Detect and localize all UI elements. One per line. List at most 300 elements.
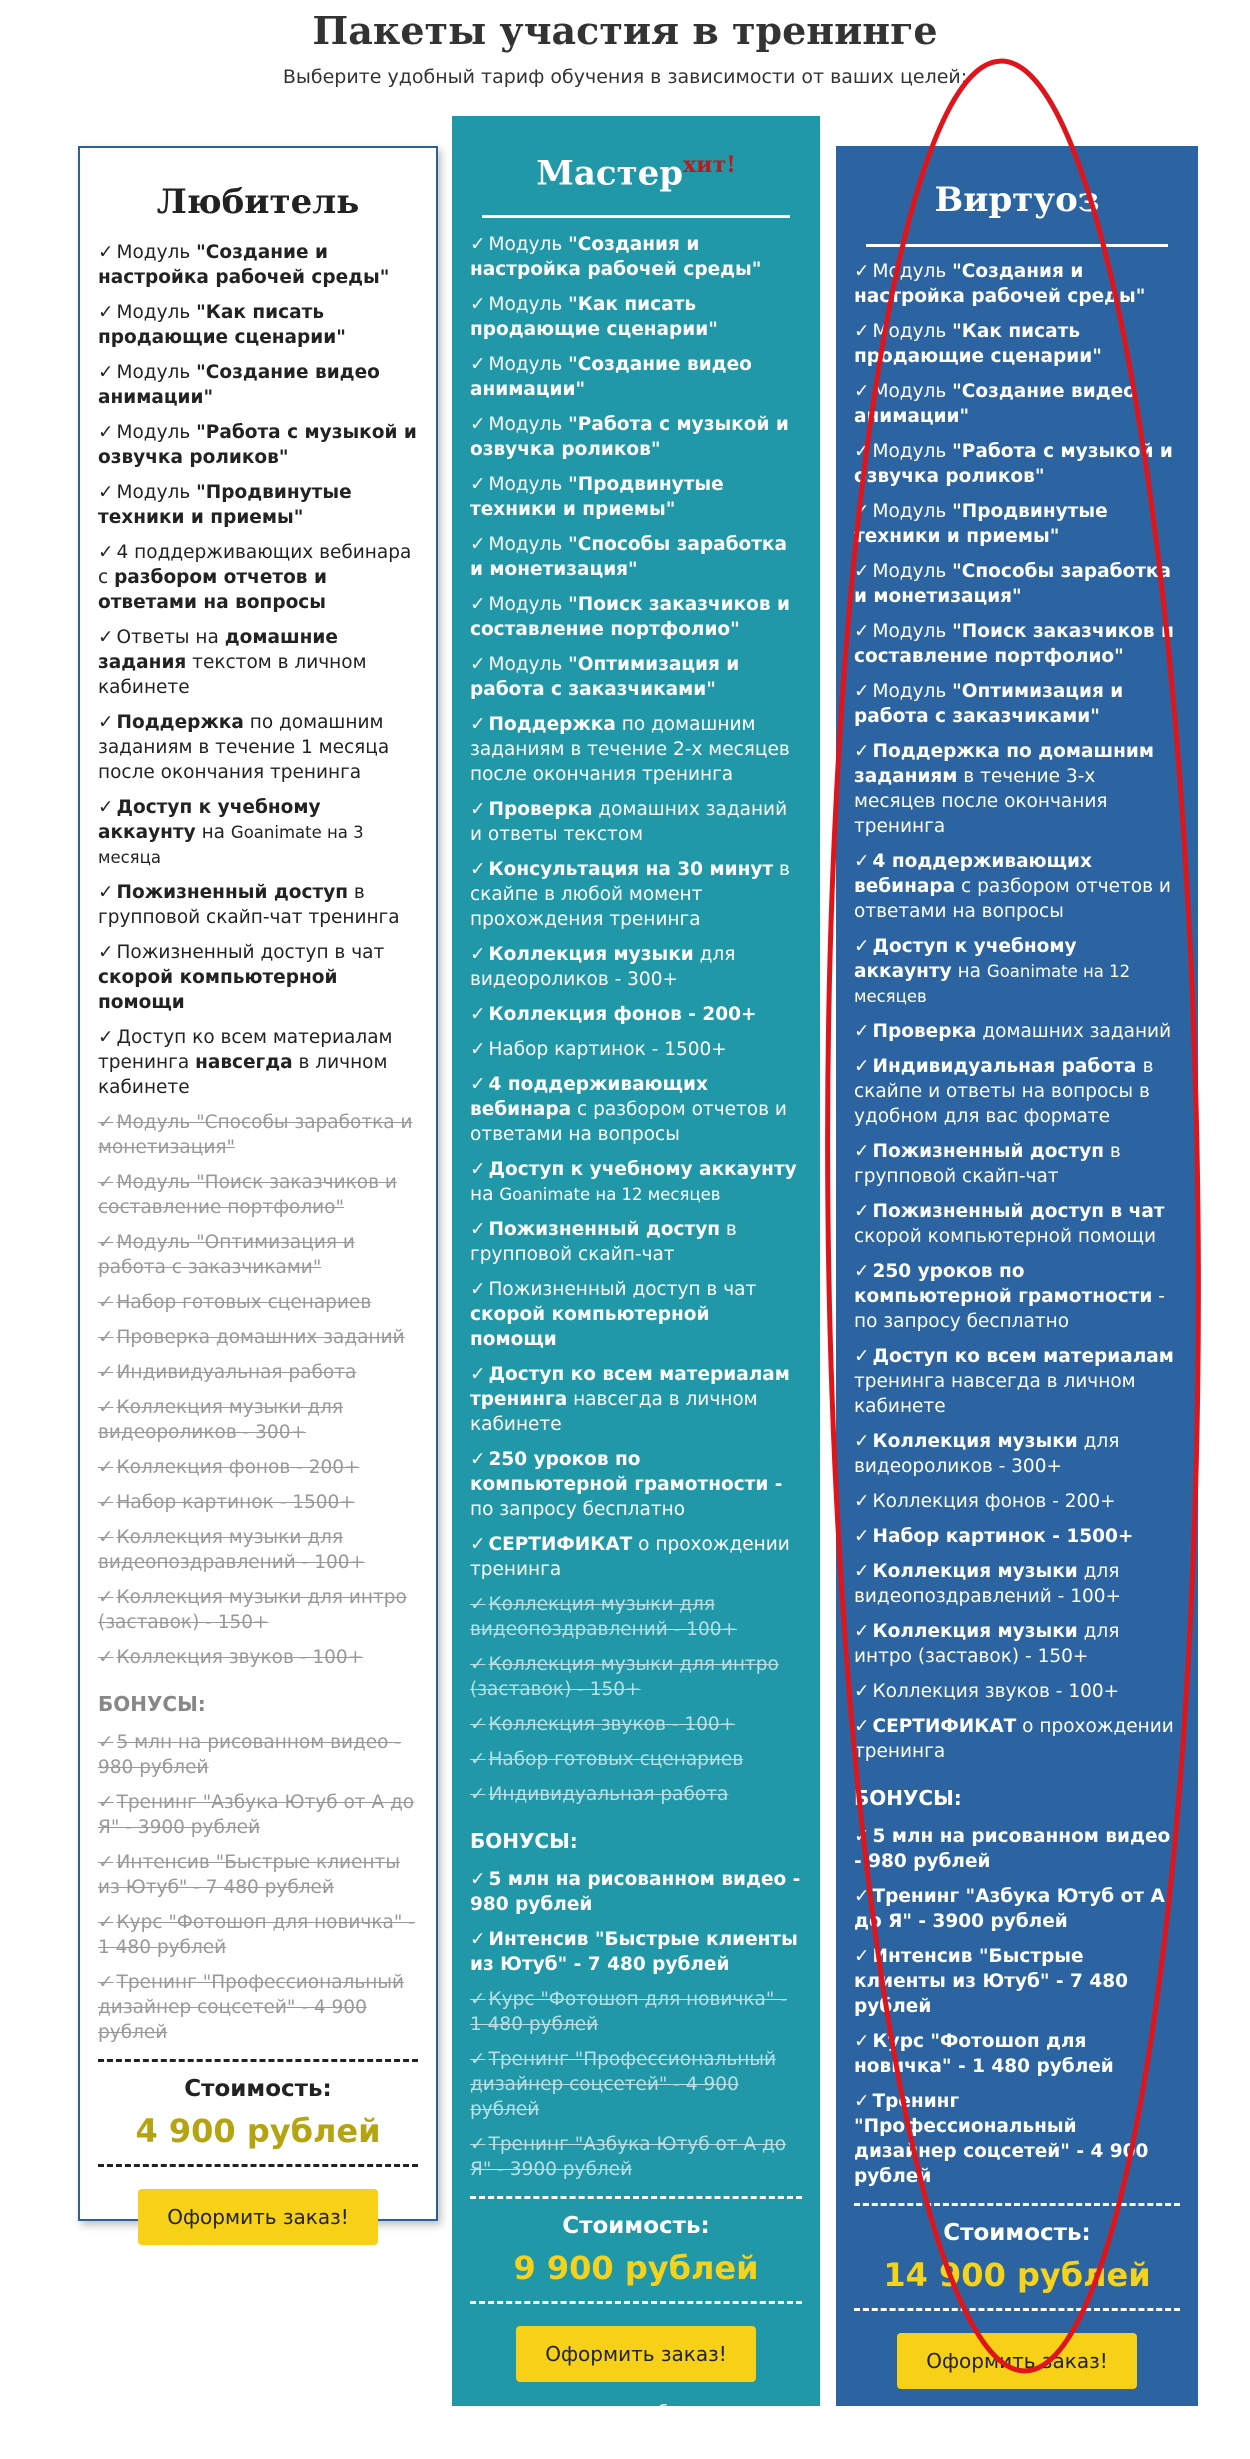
check-icon: ✓ — [470, 654, 486, 676]
feature-item — [98, 625, 418, 700]
check-icon: ✓ — [854, 1946, 870, 1967]
feature-bold-text: Индивидуальная работа — [872, 1056, 1143, 1077]
order-button-amateur[interactable]: Оформить заказ! — [138, 2189, 378, 2245]
feature-text: Модуль — [872, 441, 953, 462]
feature-bold-text: скорой компьютерной помощи — [98, 967, 338, 1013]
feature-item — [98, 1585, 418, 1635]
feature-text: Тренинг "Азбука Ютуб от А до Я" - 3900 рублей — [98, 1792, 415, 1838]
bonus-list — [98, 1730, 418, 2045]
check-icon: ✓ — [470, 1364, 486, 1386]
feature-item — [470, 1002, 802, 1027]
bonus-note-line: на 8 460 рублей! — [555, 2428, 717, 2450]
dashed-divider — [98, 2059, 418, 2062]
check-icon: ✓ — [98, 1792, 114, 1813]
feature-text: Коллекция звуков - 100+ — [488, 1714, 736, 1736]
feature-bold-text: "Создание видео анимации" — [98, 362, 380, 408]
plan-title-text: Мастер — [536, 153, 684, 194]
feature-item — [470, 592, 802, 642]
feature-bold-text: Тренинг "Азбука Ютуб от А до Я" - 3900 рублей — [854, 1886, 1165, 1932]
feature-bold-text: Доступ ко всем материалам — [872, 1346, 1174, 1367]
feature-bold-text: Проверка — [488, 799, 593, 821]
feature-item — [98, 1455, 418, 1480]
feature-text: Модуль — [872, 501, 953, 522]
feature-bold-text: Набор картинок - 1500+ — [872, 1526, 1134, 1547]
check-icon: ✓ — [854, 1056, 870, 1077]
feature-text: Модуль — [488, 234, 569, 256]
feature-item — [854, 499, 1180, 549]
check-icon: ✓ — [854, 321, 870, 342]
feature-item — [854, 1259, 1180, 1334]
feature-item — [854, 1489, 1180, 1514]
feature-bold-text: скорой компьютерной помощи — [470, 1304, 710, 1351]
feature-text: Тренинг "Профессиональный дизайнер соцсетей" - 4 900 рублей — [98, 1972, 405, 2043]
feature-item — [98, 300, 418, 350]
feature-text: Проверка домашних заданий — [116, 1327, 405, 1348]
feature-small-text: Goanimate на 12 месяцев — [499, 1185, 721, 1205]
feature-text: Модуль — [116, 242, 197, 263]
feature-text: Ответы на — [116, 627, 225, 648]
check-icon: ✓ — [98, 1362, 114, 1383]
feature-item — [470, 942, 802, 992]
feature-text: Коллекция звуков - 100+ — [116, 1647, 364, 1668]
feature-text: Тренинг "Профессиональный дизайнер соцсетей" - 4 900 рублей — [470, 2049, 777, 2121]
feature-item — [854, 1019, 1180, 1044]
feature-bold-text: "Создание видео анимации" — [854, 381, 1136, 427]
feature-text: Модуль — [872, 321, 953, 342]
feature-text: по домашним заданиям в течение 1 месяца после окончания тренинга — [98, 712, 390, 783]
bonus-note-line: на 18 740 рублей! — [931, 2435, 1103, 2456]
feature-item — [98, 420, 418, 470]
feature-text: Пожизненный доступ в чат — [116, 942, 385, 963]
feature-item — [470, 472, 802, 522]
check-icon: ✓ — [470, 414, 486, 436]
check-icon: ✓ — [854, 1201, 870, 1222]
check-icon: ✓ — [854, 561, 870, 582]
page-subtitle: Выберите удобный тариф обучения в зависимости от ваших целей: — [282, 66, 968, 88]
check-icon: ✓ — [98, 882, 114, 903]
feature-bold-text: 5 млн на рисованном видео - 980 рублей — [470, 1869, 801, 1916]
feature-item — [470, 1072, 802, 1147]
bonus-item — [98, 1970, 418, 2045]
check-icon: ✓ — [854, 851, 870, 872]
feature-list — [98, 240, 418, 1670]
feature-text: Набор готовых сценариев — [116, 1292, 372, 1313]
feature-item — [470, 292, 802, 342]
bonus-item — [470, 1867, 802, 1917]
feature-bold-text: "Работа с музыкой и озвучка роликов" — [98, 422, 417, 468]
bonus-note-line: и получить бонусы — [545, 2402, 727, 2424]
feature-text: Коллекция фонов - 200+ — [872, 1491, 1116, 1512]
feature-item — [854, 679, 1180, 729]
check-icon: ✓ — [470, 294, 486, 316]
feature-text: домашних заданий и ответы текстом — [470, 799, 788, 846]
feature-text: Коллекция музыки для интро (заставок) - 150+ — [98, 1587, 407, 1633]
dashed-divider — [98, 2164, 418, 2167]
feature-bold-text: "Создание видео анимации" — [470, 354, 752, 401]
feature-text: 4 поддерживающих вебинара с — [98, 542, 412, 588]
feature-text: Модуль "Оптимизация и работа с заказчиками" — [98, 1232, 355, 1278]
check-icon: ✓ — [854, 1346, 870, 1367]
bonus-heading: БОНУСЫ: — [98, 1692, 206, 1716]
feature-text: Модуль — [116, 362, 197, 383]
bonus-item — [854, 1884, 1180, 1934]
check-icon: ✓ — [470, 594, 486, 616]
check-icon: ✓ — [98, 1112, 114, 1133]
feature-bold-text: "Продвинутые техники и приемы" — [854, 501, 1108, 547]
feature-item — [98, 1360, 418, 1385]
check-icon: ✓ — [470, 354, 486, 376]
feature-text: для видеороликов - 300+ — [470, 944, 736, 991]
feature-item — [470, 1747, 802, 1772]
feature-text: Коллекция фонов - 200+ — [116, 1457, 360, 1478]
feature-item — [98, 795, 418, 870]
check-icon: ✓ — [98, 1647, 114, 1668]
feature-bold-text: Поддержка — [116, 712, 244, 733]
feature-bold-text: "Оптимизация и работа с заказчиками" — [854, 681, 1124, 727]
dashed-divider — [854, 2308, 1180, 2311]
feature-item — [854, 1139, 1180, 1189]
feature-text: Коллекция музыки для видеороликов - 300+ — [98, 1397, 343, 1443]
feature-item — [98, 360, 418, 410]
cost-label: Стоимость: — [562, 2213, 710, 2240]
check-icon: ✓ — [470, 1749, 486, 1771]
feature-bold-text: Консультация на 30 минут — [488, 859, 774, 881]
feature-bold-text: 4 поддерживающих вебинара — [470, 1074, 708, 1121]
feature-bold-text: Коллекция музыки — [872, 1431, 1078, 1452]
feature-bold-text: "Способы заработка и монетизация" — [470, 534, 787, 581]
bonus-list — [470, 1867, 802, 2182]
feature-bold-text: "Продвинутые техники и приемы" — [470, 474, 724, 521]
check-icon: ✓ — [854, 1561, 870, 1582]
feature-text: Модуль — [872, 561, 953, 582]
dashed-divider — [470, 2301, 802, 2304]
feature-bold-text: Курс "Фотошоп для новичка" - 1 480 рублей — [854, 2031, 1114, 2077]
feature-item — [470, 652, 802, 702]
feature-text: Модуль — [872, 681, 953, 702]
check-icon: ✓ — [470, 714, 486, 736]
feature-item — [470, 412, 802, 462]
feature-text: - по запросу бесплатно — [854, 1286, 1165, 1332]
feature-text: Индивидуальная работа — [488, 1784, 729, 1806]
check-icon: ✓ — [470, 1074, 486, 1096]
check-icon: ✓ — [470, 1449, 486, 1471]
feature-text: Коллекция музыки для видеопоздравлений - 100+ — [470, 1594, 738, 1641]
feature-text: скорой компьютерной помощи — [854, 1226, 1157, 1247]
check-icon: ✓ — [854, 681, 870, 702]
feature-bold-text: Поддержка — [488, 714, 616, 736]
bonus-note — [470, 2400, 802, 2452]
feature-text: о прохождении тренинга — [854, 1716, 1174, 1762]
plan-title-amateur: Любитель — [156, 182, 360, 222]
check-icon: ✓ — [470, 1004, 486, 1026]
check-icon: ✓ — [470, 944, 486, 966]
feature-item — [470, 1592, 802, 1642]
feature-bold-text: Пожизненный доступ — [872, 1141, 1105, 1162]
feature-bold-text: СЕРТИФИКАТ — [488, 1534, 633, 1556]
bonus-item — [98, 1790, 418, 1840]
feature-text: в групповой скайп-чат тренинга — [98, 882, 400, 928]
feature-bold-text: "Создание и настройка рабочей среды" — [98, 242, 390, 288]
feature-item — [98, 1525, 418, 1575]
feature-item — [854, 934, 1180, 1009]
check-icon: ✓ — [470, 1279, 486, 1301]
bonus-note — [854, 2407, 1180, 2459]
feature-text: Модуль — [116, 302, 197, 323]
feature-item — [470, 1157, 802, 1207]
feature-bold-text: "Как писать продающие сценарии" — [854, 321, 1102, 367]
feature-bold-text: Доступ ко всем материалам тренинга — [470, 1364, 790, 1411]
feature-bold-text: "Способы заработка и монетизация" — [854, 561, 1171, 607]
feature-text: Модуль — [488, 354, 569, 376]
feature-text: Модуль — [488, 654, 569, 676]
check-icon: ✓ — [470, 1594, 486, 1616]
feature-item — [470, 1447, 802, 1522]
check-icon: ✓ — [470, 1714, 486, 1736]
check-icon: ✓ — [854, 501, 870, 522]
check-icon: ✓ — [470, 534, 486, 556]
feature-bold-text: "Работа с музыкой и озвучка роликов" — [854, 441, 1173, 487]
feature-text: Модуль — [488, 534, 569, 556]
feature-item — [854, 1429, 1180, 1479]
feature-item — [470, 1037, 802, 1062]
feature-text: в личном кабинете — [98, 1052, 388, 1098]
feature-bold-text: "Как писать продающие сценарии" — [98, 302, 346, 348]
feature-item — [470, 1217, 802, 1267]
feature-item — [854, 439, 1180, 489]
feature-item — [854, 739, 1180, 839]
check-icon: ✓ — [470, 1654, 486, 1676]
feature-text: Модуль — [872, 261, 953, 282]
check-icon: ✓ — [470, 234, 486, 256]
feature-item — [854, 1714, 1180, 1764]
check-icon: ✓ — [854, 1526, 870, 1547]
feature-item — [470, 232, 802, 282]
check-icon: ✓ — [98, 1587, 114, 1608]
check-icon: ✓ — [98, 1852, 114, 1873]
feature-item — [470, 712, 802, 787]
check-icon: ✓ — [98, 1972, 114, 1993]
check-icon: ✓ — [854, 261, 870, 282]
check-icon: ✓ — [98, 422, 114, 443]
feature-item — [98, 880, 418, 930]
bonus-item — [470, 1927, 802, 1977]
check-icon: ✓ — [854, 2091, 870, 2112]
feature-bold-text: Коллекция музыки — [872, 1621, 1078, 1642]
feature-bold-text: Пожизненный доступ — [488, 1219, 721, 1241]
check-icon: ✓ — [854, 741, 870, 762]
feature-item — [470, 532, 802, 582]
feature-item — [854, 379, 1180, 429]
feature-item — [854, 319, 1180, 369]
feature-bold-text: Интенсив "Быстрые клиенты из Ютуб" - 7 480 рублей — [854, 1946, 1128, 2017]
check-icon: ✓ — [98, 242, 114, 263]
feature-item — [854, 259, 1180, 309]
feature-bold-text: навсегда — [195, 1052, 293, 1073]
feature-text: Модуль — [488, 294, 569, 316]
feature-small-text: Goanimate на 12 месяцев — [854, 962, 1131, 1006]
feature-bold-text: "Поиск заказчиков и составление портфолио" — [470, 594, 790, 641]
feature-text: Модуль — [116, 482, 197, 503]
feature-text: по запросу бесплатно — [470, 1499, 686, 1521]
feature-text: Коллекция звуков - 100+ — [872, 1681, 1120, 1702]
price-virtuoso: 14 900 рублей — [883, 2256, 1151, 2294]
feature-item — [470, 1712, 802, 1737]
bonus-note-line: и получить бонусы — [926, 2409, 1108, 2430]
feature-bold-text: 4 поддерживающих вебинара — [854, 851, 1092, 897]
price-master: 9 900 рублей — [513, 2249, 759, 2288]
feature-bold-text: Проверка — [872, 1021, 977, 1042]
order-button-virtuoso[interactable]: Оформить заказ! — [897, 2333, 1137, 2389]
feature-item — [98, 1025, 418, 1100]
feature-bold-text: "Создания и настройка рабочей среды" — [470, 234, 762, 281]
dashed-divider — [470, 2196, 802, 2199]
feature-text: Индивидуальная работа — [116, 1362, 357, 1383]
bonus-item — [470, 2047, 802, 2122]
check-icon: ✓ — [98, 1027, 114, 1048]
feature-item — [98, 480, 418, 530]
bonus-item — [854, 1944, 1180, 2019]
check-icon: ✓ — [854, 1826, 870, 1847]
feature-item — [98, 1645, 418, 1670]
check-icon: ✓ — [470, 1784, 486, 1806]
feature-item — [470, 857, 802, 932]
feature-text: в групповой скайп-чат — [854, 1141, 1121, 1187]
feature-item — [98, 1110, 418, 1160]
feature-item — [470, 1782, 802, 1807]
check-icon: ✓ — [854, 1886, 870, 1907]
feature-bold-text: "Как писать продающие сценарии" — [470, 294, 718, 341]
page-title: Пакеты участия в тренинге — [312, 8, 938, 53]
feature-text: в групповой скайп-чат — [470, 1219, 737, 1266]
feature-item — [98, 1230, 418, 1280]
check-icon: ✓ — [98, 627, 114, 648]
feature-item — [854, 559, 1180, 609]
feature-bold-text: 250 уроков по компьютерной грамотности — [854, 1261, 1153, 1307]
check-icon: ✓ — [98, 1732, 114, 1753]
feature-text: для интро (заставок) - 150+ — [854, 1621, 1120, 1667]
feature-bold-text: Доступ к учебному аккаунту — [98, 797, 321, 843]
bonus-item — [470, 1987, 802, 2037]
check-icon: ✓ — [470, 1534, 486, 1556]
feature-text: Модуль — [488, 414, 569, 436]
feature-text: для видеороликов - 300+ — [854, 1431, 1120, 1477]
feature-item — [98, 1170, 418, 1220]
feature-text: Модуль — [116, 422, 197, 443]
check-icon: ✓ — [854, 1681, 870, 1702]
order-button-master[interactable]: Оформить заказ! — [516, 2326, 756, 2382]
feature-item — [98, 1290, 418, 1315]
check-icon: ✓ — [854, 1716, 870, 1737]
check-icon: ✓ — [98, 362, 114, 383]
feature-text: в скайпе и ответы на вопросы в удобном для вас формате — [854, 1056, 1154, 1127]
feature-text: Пожизненный доступ в чат — [488, 1279, 757, 1301]
check-icon: ✓ — [854, 1431, 870, 1452]
feature-item — [854, 1344, 1180, 1419]
feature-text: Набор картинок - 1500+ — [488, 1039, 727, 1061]
feature-bold-text: Доступ к учебному аккаунту — [854, 936, 1077, 982]
check-icon: ✓ — [854, 936, 870, 957]
feature-bold-text: домашние задания — [98, 627, 338, 673]
feature-text: с разбором отчетов и ответами на вопросы — [854, 876, 1171, 922]
check-icon: ✓ — [854, 441, 870, 462]
feature-text: Интенсив "Быстрые клиенты из Ютуб" - 7 480 рублей — [98, 1852, 400, 1898]
bonus-item — [98, 1730, 418, 1780]
feature-item — [854, 1619, 1180, 1669]
feature-item — [98, 710, 418, 785]
bonus-item — [854, 2029, 1180, 2079]
check-icon: ✓ — [854, 2031, 870, 2052]
check-icon: ✓ — [470, 1219, 486, 1241]
feature-text: с разбором отчетов и ответами на вопросы — [470, 1099, 787, 1146]
check-icon: ✓ — [470, 1869, 486, 1891]
check-icon: ✓ — [98, 1232, 114, 1253]
feature-text: о прохождении тренинга — [470, 1534, 790, 1581]
check-icon: ✓ — [98, 797, 114, 818]
feature-text: по домашним заданиям в течение 2-х месяцев после окончания тренинга — [470, 714, 790, 786]
feature-item — [98, 940, 418, 1015]
bonus-item — [98, 1910, 418, 1960]
feature-item — [98, 1490, 418, 1515]
check-icon: ✓ — [98, 1527, 114, 1548]
feature-bold-text: Поддержка по домашним заданиям — [854, 741, 1154, 787]
feature-text: для видеопоздравлений - 100+ — [854, 1561, 1122, 1607]
feature-text: Модуль — [488, 594, 569, 616]
check-icon: ✓ — [470, 799, 486, 821]
bonus-item — [470, 2132, 802, 2182]
check-icon: ✓ — [470, 2134, 486, 2156]
check-icon: ✓ — [470, 1159, 486, 1181]
feature-item — [854, 849, 1180, 924]
check-icon: ✓ — [98, 302, 114, 323]
check-icon: ✓ — [854, 381, 870, 402]
check-icon: ✓ — [854, 1141, 870, 1162]
feature-list — [854, 259, 1180, 1764]
feature-item — [854, 1199, 1180, 1249]
feature-item — [854, 1559, 1180, 1609]
bonus-list — [854, 1824, 1180, 2189]
cost-label: Стоимость: — [184, 2076, 332, 2102]
feature-bold-text: СЕРТИФИКАТ — [872, 1716, 1017, 1737]
check-icon: ✓ — [98, 542, 114, 563]
feature-text: 5 млн на рисованном видео - 980 рублей — [98, 1732, 402, 1778]
feature-item — [98, 1325, 418, 1350]
check-icon: ✓ — [98, 1492, 114, 1513]
feature-text: на — [470, 1184, 500, 1206]
feature-item — [854, 1679, 1180, 1704]
check-icon: ✓ — [470, 474, 486, 496]
feature-text: Курс "Фотошоп для новичка" - 1 480 рублей — [470, 1989, 787, 2036]
feature-item — [98, 240, 418, 290]
feature-text: Модуль "Поиск заказчиков и составление портфолио" — [98, 1172, 397, 1218]
check-icon: ✓ — [98, 1457, 114, 1478]
feature-item — [470, 1532, 802, 1582]
feature-text: текстом в личном кабинете — [98, 652, 367, 698]
feature-item — [470, 352, 802, 402]
feature-bold-text: 250 уроков по компьютерной грамотности - — [470, 1449, 783, 1496]
check-icon: ✓ — [98, 482, 114, 503]
feature-item — [854, 1054, 1180, 1129]
feature-text: Коллекция музыки для видеопоздравлений - 100+ — [98, 1527, 366, 1573]
feature-bold-text: разбором отчетов и ответами на вопросы — [98, 567, 327, 613]
feature-text: Доступ ко всем материалам тренинга — [98, 1027, 393, 1073]
feature-item — [98, 1395, 418, 1445]
feature-text: Модуль "Способы заработка и монетизация" — [98, 1112, 413, 1158]
feature-bold-text: "Работа с музыкой и озвучка роликов" — [470, 414, 789, 461]
bonus-item — [98, 1850, 418, 1900]
check-icon: ✓ — [470, 2049, 486, 2071]
feature-text: на — [951, 961, 987, 982]
check-icon: ✓ — [854, 621, 870, 642]
